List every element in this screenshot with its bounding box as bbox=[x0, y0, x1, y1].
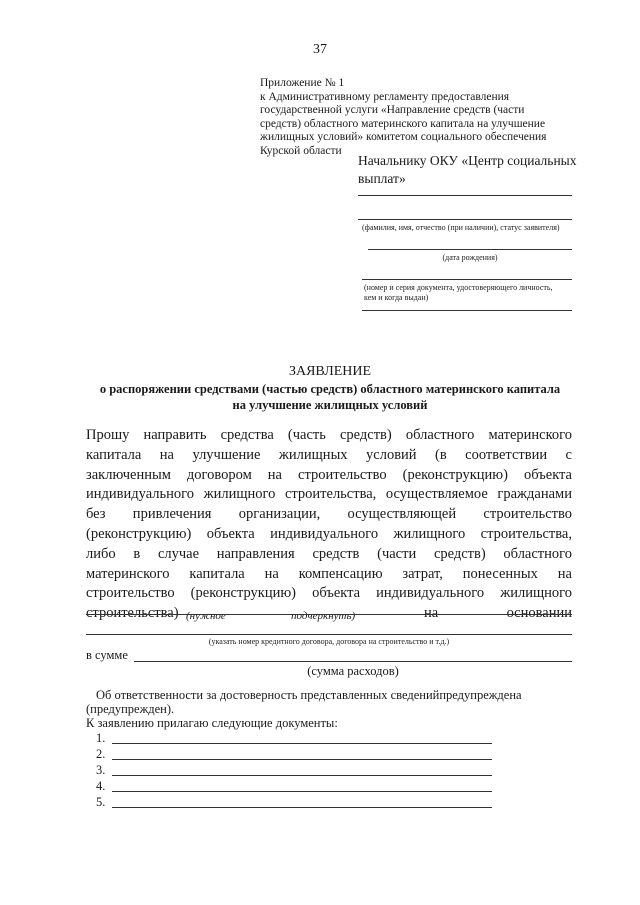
addressee-line: выплат» bbox=[358, 171, 406, 186]
attachment-item bbox=[96, 795, 516, 811]
statement-line: без привлечения организации, осуществляющей строительство bbox=[86, 506, 572, 523]
attachment-blank-line[interactable] bbox=[112, 807, 492, 808]
page-number: 37 bbox=[313, 42, 327, 57]
statement-line: либо в случае направления средств (части средств) областного bbox=[86, 545, 572, 562]
appendix-line: к Административному регламенту предоставления bbox=[260, 90, 510, 103]
attachment-number: 3. bbox=[96, 763, 106, 777]
appendix-line: Курской области bbox=[260, 144, 342, 157]
appendix-line: Приложение № 1 bbox=[260, 77, 345, 89]
contract-blank-line[interactable] bbox=[86, 614, 572, 615]
document-caption bbox=[364, 283, 578, 303]
statement-line: строительство (реконструкцию) объекта индивидуального жилищного bbox=[86, 585, 572, 602]
attachment-number: 5. bbox=[96, 795, 106, 809]
attachment-item bbox=[96, 731, 516, 747]
addressee-blank-line[interactable] bbox=[358, 195, 572, 196]
addressee-block bbox=[358, 152, 578, 188]
attachment-item bbox=[96, 763, 516, 779]
statement-italic-note: (нужное bbox=[186, 610, 226, 623]
responsibility-line: (предупрежден). bbox=[86, 702, 175, 716]
statement-text bbox=[86, 426, 572, 624]
attachment-item bbox=[96, 779, 516, 795]
statement-line: материнского капитала на компенсацию затрат, понесенных на bbox=[86, 565, 572, 582]
attachment-blank-line[interactable] bbox=[112, 791, 492, 792]
appendix-block bbox=[260, 77, 580, 158]
sum-blank-line[interactable] bbox=[134, 661, 572, 662]
statement-line: заключенным договором на строительство (реконструкцию) объекта bbox=[86, 466, 572, 483]
document-blank-line[interactable] bbox=[362, 279, 572, 280]
responsibility-line: Об ответственности за достоверность представленных сведенийпредупреждена bbox=[96, 688, 522, 702]
appendix-line: государственной услуги «Направление средств (части bbox=[260, 104, 525, 116]
appendix-line: жилищных условий» комитетом социального обеспечения bbox=[260, 131, 547, 143]
attachments-list bbox=[96, 731, 516, 811]
document-subtitle: на улучшение жилищных условий bbox=[232, 398, 428, 412]
statement-word: строительства) bbox=[86, 605, 179, 622]
document-caption-line: (номер и серия документа, удостоверяющего личность, bbox=[364, 283, 553, 292]
sum-label: в сумме bbox=[86, 648, 128, 662]
statement-word: основании bbox=[506, 605, 572, 622]
statement-line: капитала на улучшение жилищных условий (в соответствии с bbox=[86, 446, 572, 463]
statement-word: на bbox=[424, 605, 439, 622]
statement-line: Прошу направить средства (часть средств) областного материнского bbox=[86, 427, 572, 443]
attachment-blank-line[interactable] bbox=[112, 775, 492, 776]
statement-italic-note: подчеркнуть) bbox=[291, 610, 356, 623]
attachment-number: 4. bbox=[96, 779, 106, 793]
addressee-line: Начальнику ОКУ «Центр социальных bbox=[358, 153, 577, 168]
document-subtitle: о распоряжении средствами (частью средств) областного материнского капитала bbox=[99, 382, 561, 396]
contract-caption: (указать номер кредитного договора, договора на строительство и т.д.) bbox=[208, 637, 450, 646]
document-title: ЗАЯВЛЕНИЕ bbox=[288, 364, 372, 379]
fio-blank-line[interactable] bbox=[358, 219, 572, 220]
statement-line: индивидуального жилищного строительства, осуществляемое гражданами bbox=[86, 486, 572, 503]
title-block bbox=[60, 363, 600, 413]
appendix-line: средств) областного материнского капитала на улучшение bbox=[260, 117, 546, 130]
birth-blank-line[interactable] bbox=[368, 249, 572, 250]
attachment-blank-line[interactable] bbox=[112, 759, 492, 760]
attachment-number: 1. bbox=[96, 731, 106, 745]
attachments-label: К заявлению прилагаю следующие документы: bbox=[86, 716, 338, 730]
attachment-blank-line[interactable] bbox=[112, 743, 492, 744]
attachment-item bbox=[96, 747, 516, 763]
document-caption-line: кем и когда выдан) bbox=[364, 293, 429, 302]
document-blank-line-2[interactable] bbox=[362, 310, 572, 311]
contract-blank-line-2[interactable] bbox=[86, 634, 572, 635]
sum-caption: (сумма расходов) bbox=[307, 664, 399, 678]
attachment-number: 2. bbox=[96, 747, 106, 761]
statement-line: (реконструкцию) объекта индивидуального жилищного строительства, bbox=[86, 525, 572, 542]
birth-caption: (дата рождения) bbox=[442, 253, 498, 262]
fio-caption: (фамилия, имя, отчество (при наличии), статус заявителя) bbox=[362, 223, 560, 232]
